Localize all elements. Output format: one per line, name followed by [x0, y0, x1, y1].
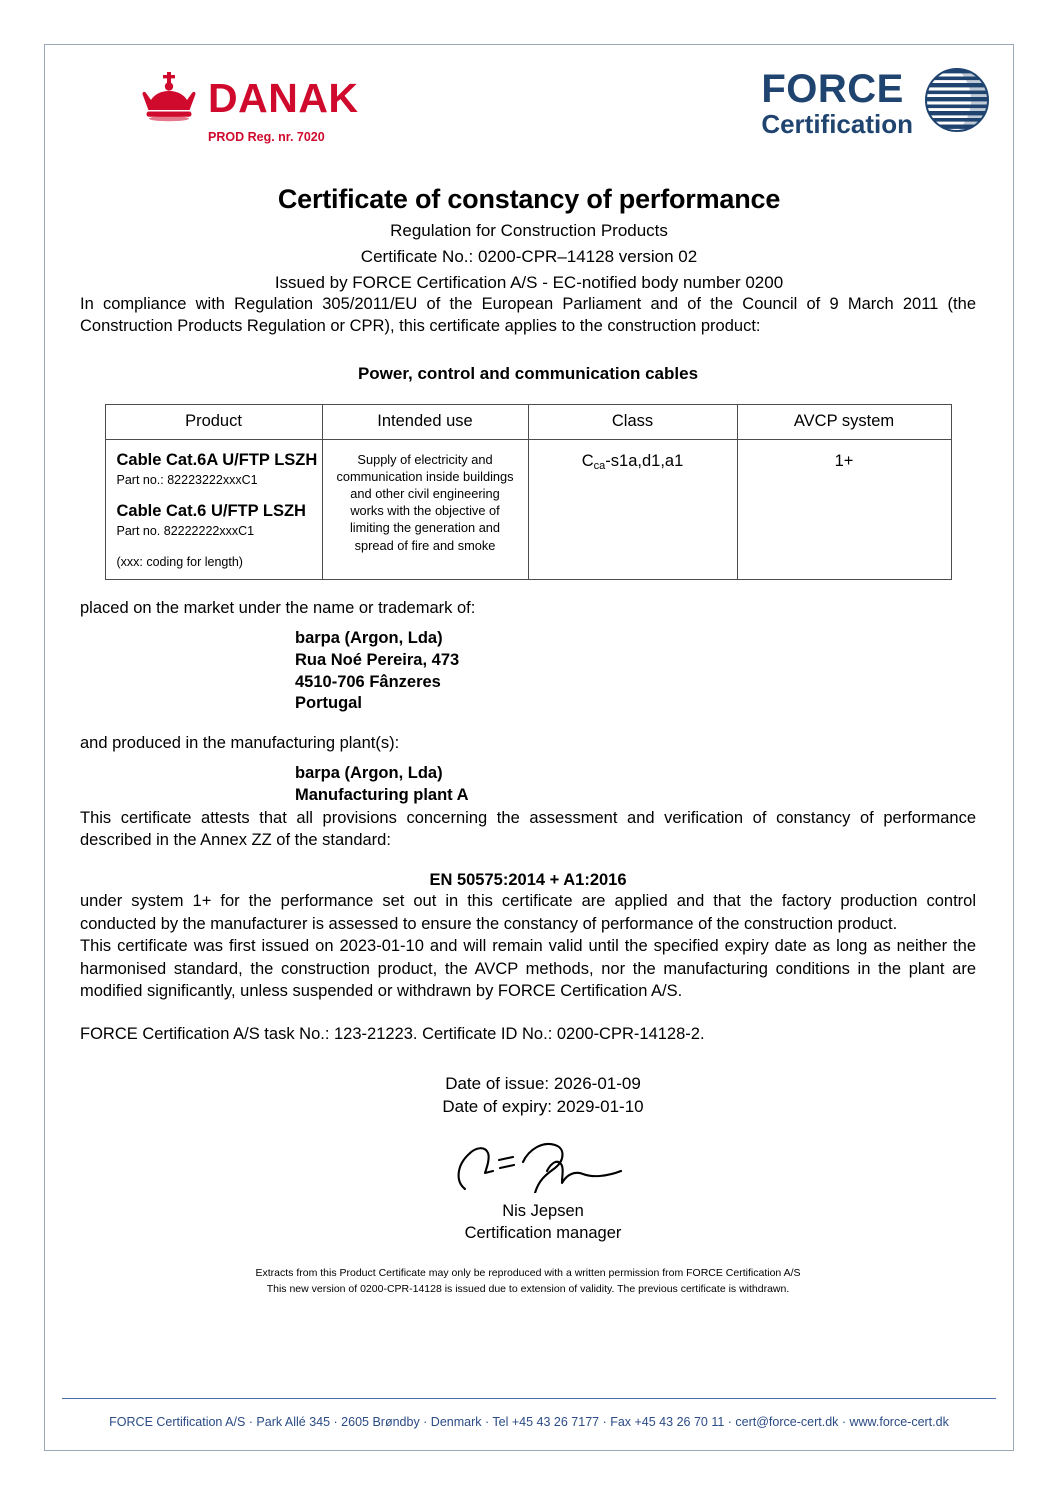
crown-icon [140, 70, 198, 127]
force-logo [761, 66, 991, 139]
avcp-cell: 1+ [737, 439, 951, 579]
market-lead-text: placed on the market under the name or trademark of: [80, 598, 476, 617]
plant-lead-text: and produced in the manufacturing plant(s): [80, 734, 400, 753]
product-2-name: Cable Cat.6 U/FTP LSZH [116, 501, 306, 520]
danak-registration: PROD Reg. nr. 7020 [208, 130, 325, 144]
disclaimer [80, 1266, 976, 1296]
plant-address [80, 763, 976, 807]
disclaimer-line-2: This new version of 0200-CPR-14128 is issued due to extension of validity. The previous certificate is withdrawn. [266, 1282, 790, 1295]
product-1-name: Cable Cat.6A U/FTP LSZH [116, 450, 318, 469]
page-title: Certificate of constancy of performance [277, 184, 781, 214]
title-block [44, 184, 1014, 293]
globe-icon [923, 66, 991, 139]
force-subtitle: Certification [761, 108, 913, 139]
market-address-line-1: barpa (Argon, Lda) [295, 628, 443, 647]
danak-logo [140, 70, 359, 144]
signer-role: Certification manager [464, 1223, 622, 1242]
column-header-class: Class [528, 404, 737, 439]
danak-wordmark: DANAK [208, 75, 359, 121]
system-paragraph: under system 1+ for the performance set out in this certificate are applied and that the factory production control conducted by the manufacturer is assessed to ensure the constancy of performance of the construction product. [80, 892, 976, 933]
intended-use-cell: Supply of electricity and communication inside buildings and other civil engineering works with the objective of limiting the generation and spread of fire and smoke [322, 439, 528, 579]
plant-address-line-1: barpa (Argon, Lda) [295, 764, 443, 783]
product-1-part-number: Part no.: 82223222xxxC1 [116, 472, 258, 487]
class-main: C [581, 451, 594, 470]
class-cell [528, 439, 737, 579]
standard-reference: EN 50575:2014 + A1:2016 [429, 871, 627, 890]
compliance-paragraph: In compliance with Regulation 305/2011/EU of the European Parliament and of the Council of 9 March 2011 (the Construction Products Regulation or CPR), this certificate applies to the construction product: [80, 295, 976, 336]
certificate-page [44, 44, 1014, 1451]
market-address-line-3: 4510-706 Fânzeres [295, 672, 441, 691]
footer-divider [62, 1398, 996, 1400]
market-address [80, 628, 976, 715]
certificate-number: Certificate No.: 0200-CPR–14128 version 02 [360, 247, 698, 266]
plant-address-line-2: Manufacturing plant A [295, 785, 469, 804]
product-table [105, 404, 952, 580]
product-coding-note: (xxx: coding for length) [116, 554, 243, 569]
column-header-avcp: AVCP system [737, 404, 951, 439]
class-value [582, 452, 684, 470]
validity-paragraph: This certificate was first issued on 2023-01-10 and will remain valid until the specified expiry date as long as neither the harmonised standard, the construction product, the AVCP methods, nor the manufacturing conditions in the plant are modified significantly, unless suspended or withdrawn by FORCE Certification A/S. [80, 937, 976, 1001]
signer-name: Nis Jepsen [502, 1201, 584, 1220]
disclaimer-line-1: Extracts from this Product Certificate may only be reproduced with a written permission from FORCE Certification A/S [255, 1267, 801, 1280]
task-line: FORCE Certification A/S task No.: 123-21223. Certificate ID No.: 0200-CPR-14128-2. [80, 1024, 705, 1043]
force-wordmark: FORCE [761, 66, 904, 111]
issuing-body: Issued by FORCE Certification A/S - EC-notified body number 0200 [274, 273, 784, 292]
class-subscript: ca [593, 459, 606, 472]
column-header-intended-use: Intended use [322, 404, 528, 439]
table-row [105, 439, 951, 579]
footer-contact: FORCE Certification A/S · Park Allé 345 · 2605 Brøndby · Denmark · Tel +45 43 26 7177 · Fax +45 43 26 70 11 · cert@force-cert.dk · www.force-cert.dk [109, 1415, 949, 1429]
signer-block [80, 1200, 976, 1245]
product-cell [105, 439, 322, 579]
regulation-subtitle: Regulation for Construction Products [390, 221, 668, 240]
product-2-part-number: Part no. 82222222xxxC1 [116, 523, 255, 538]
attestation-paragraph: This certificate attests that all provisions concerning the assessment and verification of constancy of performance described in the Annex ZZ of the standard: [80, 808, 976, 849]
class-rest: -s1a,d1,a1 [605, 451, 684, 470]
signature-area [80, 1127, 976, 1198]
product-heading: Power, control and communication cables [357, 363, 699, 383]
market-address-line-2: Rua Noé Pereira, 473 [295, 650, 460, 669]
handwritten-signature-icon [443, 1127, 643, 1198]
column-header-product: Product [105, 404, 322, 439]
market-address-line-4: Portugal [295, 694, 362, 713]
date-block [80, 1072, 976, 1119]
table-header-row [105, 404, 951, 439]
date-of-expiry: Date of expiry: 2029-01-10 [442, 1097, 644, 1117]
header-logos [44, 44, 1014, 160]
date-of-issue: Date of issue: 2026-01-09 [445, 1073, 641, 1093]
